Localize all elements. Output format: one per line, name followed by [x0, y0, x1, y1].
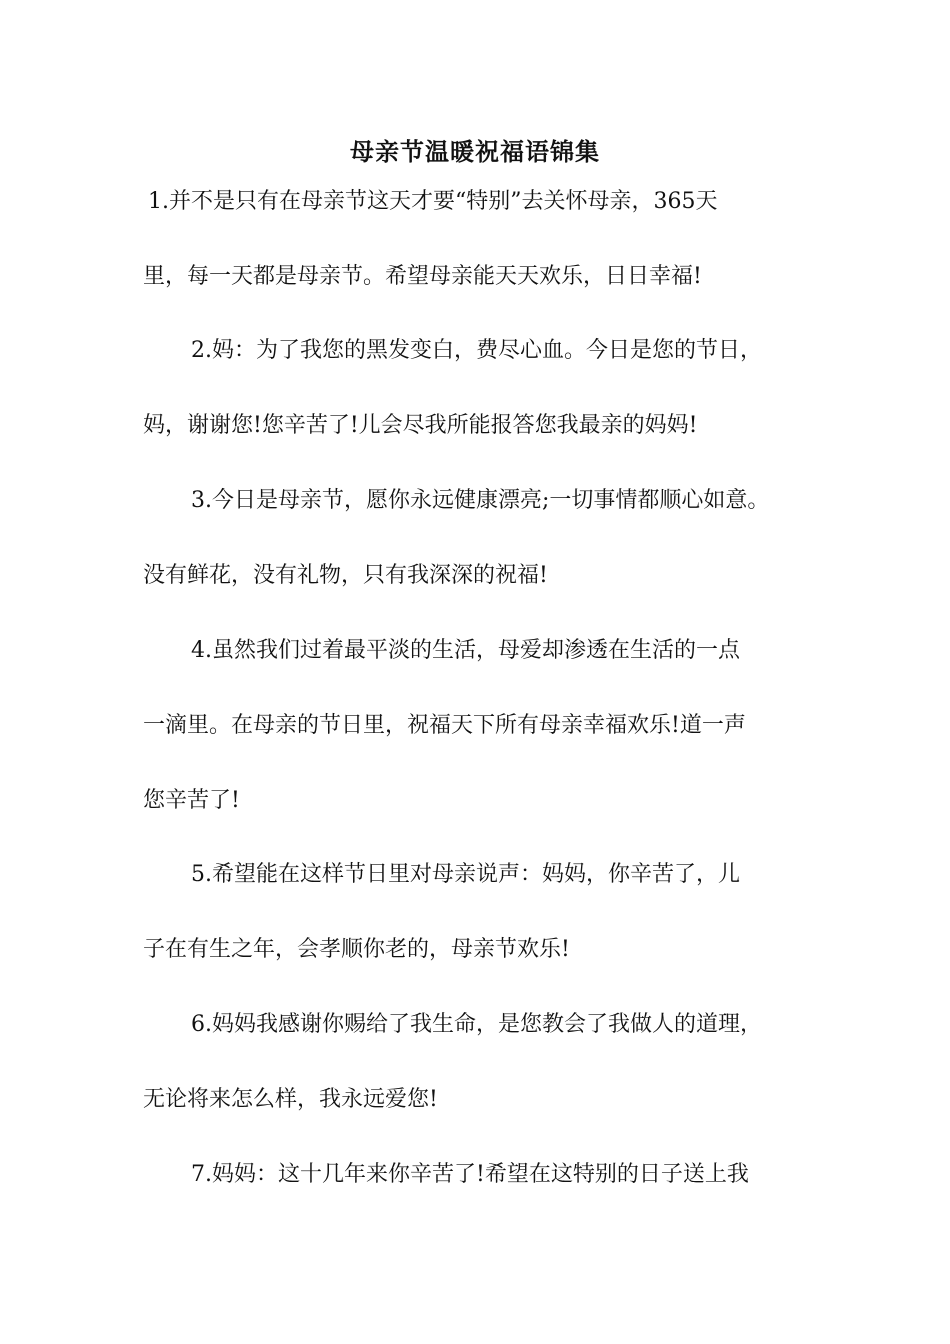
- paragraph-line: 4.虽然我们过着最平淡的生活，母爱却渗透在生活的一点: [191, 638, 740, 663]
- paragraph-line: 您辛苦了!: [143, 788, 240, 813]
- paragraph-line: 6.妈妈我感谢你赐给了我生命，是您教会了我做人的道理，: [191, 1012, 762, 1037]
- paragraph-line: 7.妈妈：这十几年来你辛苦了!希望在这特别的日子送上我: [191, 1162, 749, 1187]
- paragraph-line: 5.希望能在这样节日里对母亲说声：妈妈，你辛苦了，儿: [191, 862, 740, 887]
- paragraph-line: 妈，谢谢您!您辛苦了!儿会尽我所能报答您我最亲的妈妈!: [143, 413, 698, 438]
- paragraph-line: 1.并不是只有在母亲节这天才要“特别”去关怀母亲，365天: [148, 189, 718, 214]
- paragraph-line: 子在有生之年，会孝顺你老的，母亲节欢乐!: [143, 937, 570, 962]
- paragraph-line: 无论将来怎么样，我永远爱您!: [143, 1087, 438, 1112]
- paragraph-line: 没有鲜花，没有礼物，只有我深深的祝福!: [143, 563, 548, 588]
- paragraph-line: 2.妈：为了我您的黑发变白，费尽心血。今日是您的节日，: [191, 338, 762, 363]
- document-title: 母亲节温暖祝福语锦集: [350, 137, 600, 166]
- paragraph-line: 里，每一天都是母亲节。希望母亲能天天欢乐，日日幸福!: [143, 264, 702, 289]
- paragraph-line: 一滴里。在母亲的节日里，祝福天下所有母亲幸福欢乐!道一声: [143, 713, 746, 738]
- paragraph-line: 3.今日是母亲节，愿你永远健康漂亮;一切事情都顺心如意。: [191, 488, 770, 513]
